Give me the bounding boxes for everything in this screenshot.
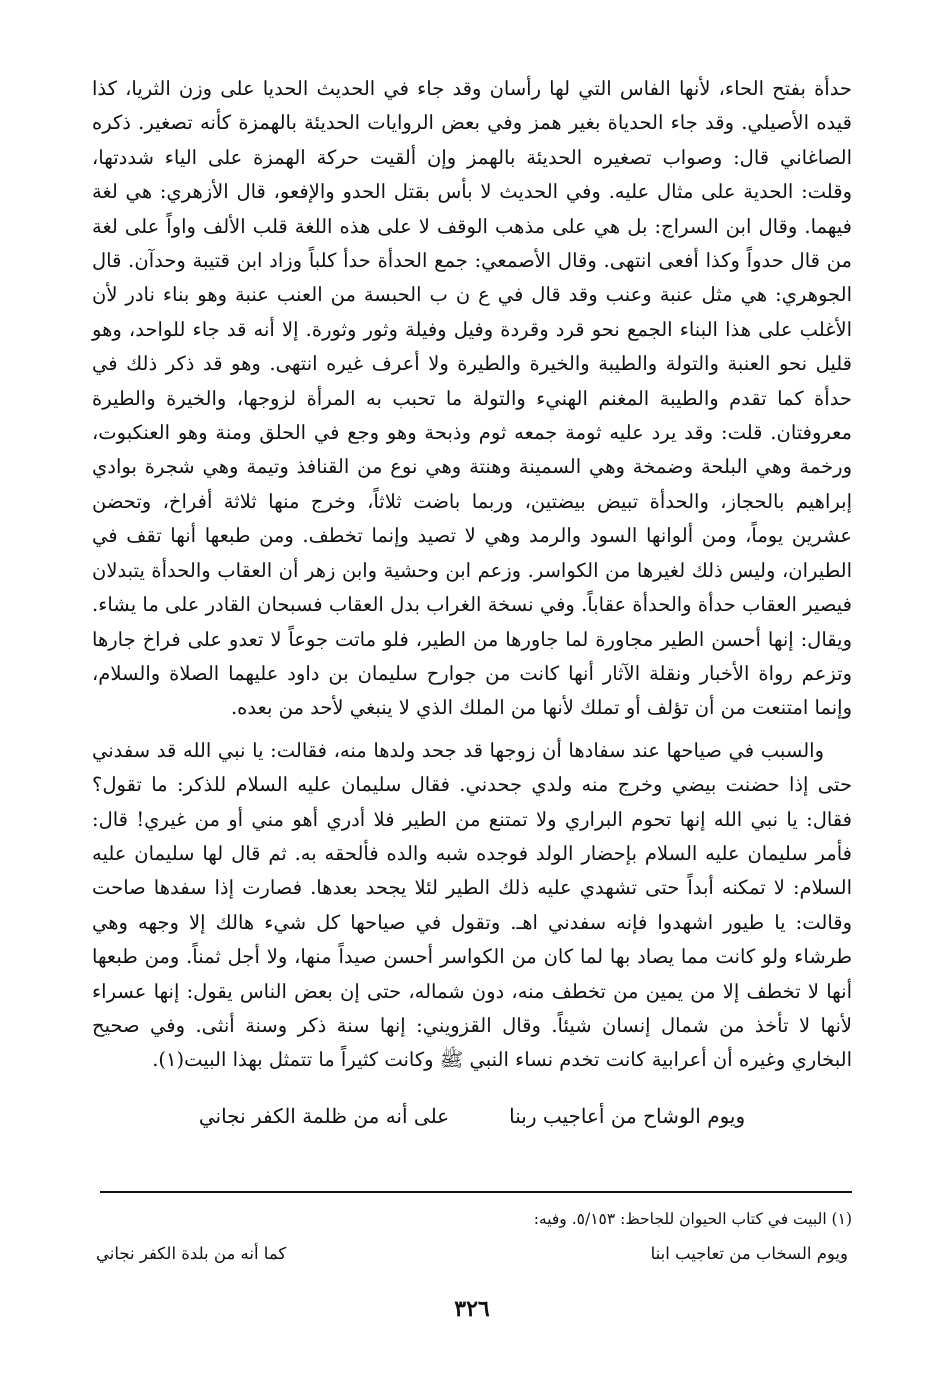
page-body [92, 72, 852, 1136]
page-number: ٣٢٦ [454, 1296, 490, 1322]
footnote-verse-second: كما أنه من بلدة الكفر نجاني [96, 1244, 287, 1263]
verse-second-hemistich: على أنه من ظلمة الكفر نجاني [198, 1103, 450, 1128]
footnote [92, 1204, 852, 1270]
footnote-verse [92, 1238, 852, 1270]
footnote-text: (١) البيت في كتاب الحيوان للجاحظ: ٥/١٥٣. وفيه: [533, 1210, 852, 1228]
footnote-verse-first: ويوم السخاب من تعاجيب ابنا [650, 1244, 848, 1263]
footnote-divider [100, 1191, 852, 1193]
body-paragraph-1: حدأة بفتح الحاء، لأنها الفاس التي لها رأسان وقد جاء في الحديث الحديا على وزن الثريا، كذا قيده الأصيلي. وقد جاء الحدياة بغير همز وفي بعض الروايات الحديئة بالهمزة كأنه تصغير. ذكره الصاغاني قال: وصواب تصغيره الحديئة بالهمز وإن ألقيت حركة الهمزة على الياء شددتها، وقلت: الحدية على مثال عليه. وفي الحديث لا بأس بقتل الحدو والإفعو، قال الأزهري: هي لغة فيهما. وقال ابن السراج: بل هي على مذهب الوقف لا على هذه اللغة قلب الألف واواً على لغة من قال حدواً وكذا أفعى انتهى. وقال الأصمعي: جمع الحدأة حدأ كلباً وزاد ابن قتيبة وحدآن. قال الجوهري: هي مثل عنبة وعنب وقد قال في ع ن ب الحبسة من العنب عنبة وهو بناء نادر لأن الأغلب على هذا البناء الجمع نحو قرد وقردة وفيل وفيلة وثور وثورة. إلا أنه قد جاء للواحد، وهو قليل نحو العنبة والتولة والطيبة والخيرة والطيرة ولا أعرف غيره انتهى. وهو قد ذكر ذلك في حدأة كما تقدم والطيبة المغنم الهنيء والتولة ما تحبب به المرأة لزوجها، والخيرة والطيرة معروفتان. قلت: وقد يرد عليه ثومة جمعه ثوم وذبحة وهو وجع في الحلق ومنة وهو العنكبوت، ورخمة وهي البلحة وضمخة وهي السمينة وهنتة وهي نوع من القنافذ وتيمة وهي شجرة بوادي إبراهيم بالحجاز، والحدأة تبيض بيضتين، وربما باضت ثلاثاً، وخرج منها ثلاثة أفراخ، وتحضن عشرين يوماً، ومن ألوانها السود والرمد وهي لا تصيد وإنما تخطف. ومن طبعها أنها تقف في الطيران، وليس ذلك لغيرها من الكواسر. وزعم ابن وحشية وابن زهر أن العقاب والحدأة يتبدلان فيصير العقاب حدأة والحدأة عقاباً. وفي نسخة الغراب بدل العقاب فسبحان القادر على ما يشاء. ويقال: إنها أحسن الطير مجاورة لما جاورها من الطير، فلو ماتت جوعاً لا تعدو على فراخ جارها وتزعم رواة الأخبار ونقلة الآثار أنها كانت من جوارح سليمان بن داود عليهما الصلاة والسلام، وإنما امتنعت من أن تؤلف أو تملك لأنها من الملك الذي لا ينبغي لأحد من بعده. [92, 77, 852, 720]
verse-first-hemistich: ويوم الوشاح من أعاجيب ربنا [509, 1103, 746, 1128]
body-paragraph-2: والسبب في صياحها عند سفادها أن زوجها قد جحد ولدها منه، فقالت: يا نبي الله قد سفدني حتى إذا حضنت بيضي وخرج منه ولدي جحدني. فقال سليمان عليه السلام للذكر: ما تقول؟ فقال: يا نبي الله إنها تحوم البراري ولا تمتنع من الطير فلا أدري أهو مني أو من غيري! قال: فأمر سليمان عليه السلام بإحضار الولد فوجده شبه والده فألحقه به. ثم قال لها سليمان عليه السلام: لا تمكنه أبداً حتى تشهدي عليه ذلك الطير لئلا يجحد بعدها. فصارت إذا سفدها صاحت وقالت: يا طيور اشهدوا فإنه سفدني اهـ. وتقول في صياحها كل شيء هالك إلا وجهه وهي طرشاء ولو كانت مما يصاد بها لما كان من الكواسر أحسن صيداً منها، ولا أجل ثمناً. ومن طبعها أنها لا تخطف إلا من يمين من تخطف منه، دون شماله، حتى إن بعض الناس يقول: إنها عسراء لأنها لا تأخذ من شمال إنسان شيئاً. وقال القزويني: إنها سنة ذكر وسنة أنثى. وفي صحيح البخاري وغيره أن أعرابية كانت تخدم نساء النبي ﷺ وكانت كثيراً ما تتمثل بهذا البيت(١). [92, 738, 852, 1072]
poetry-verse [92, 1096, 852, 1136]
